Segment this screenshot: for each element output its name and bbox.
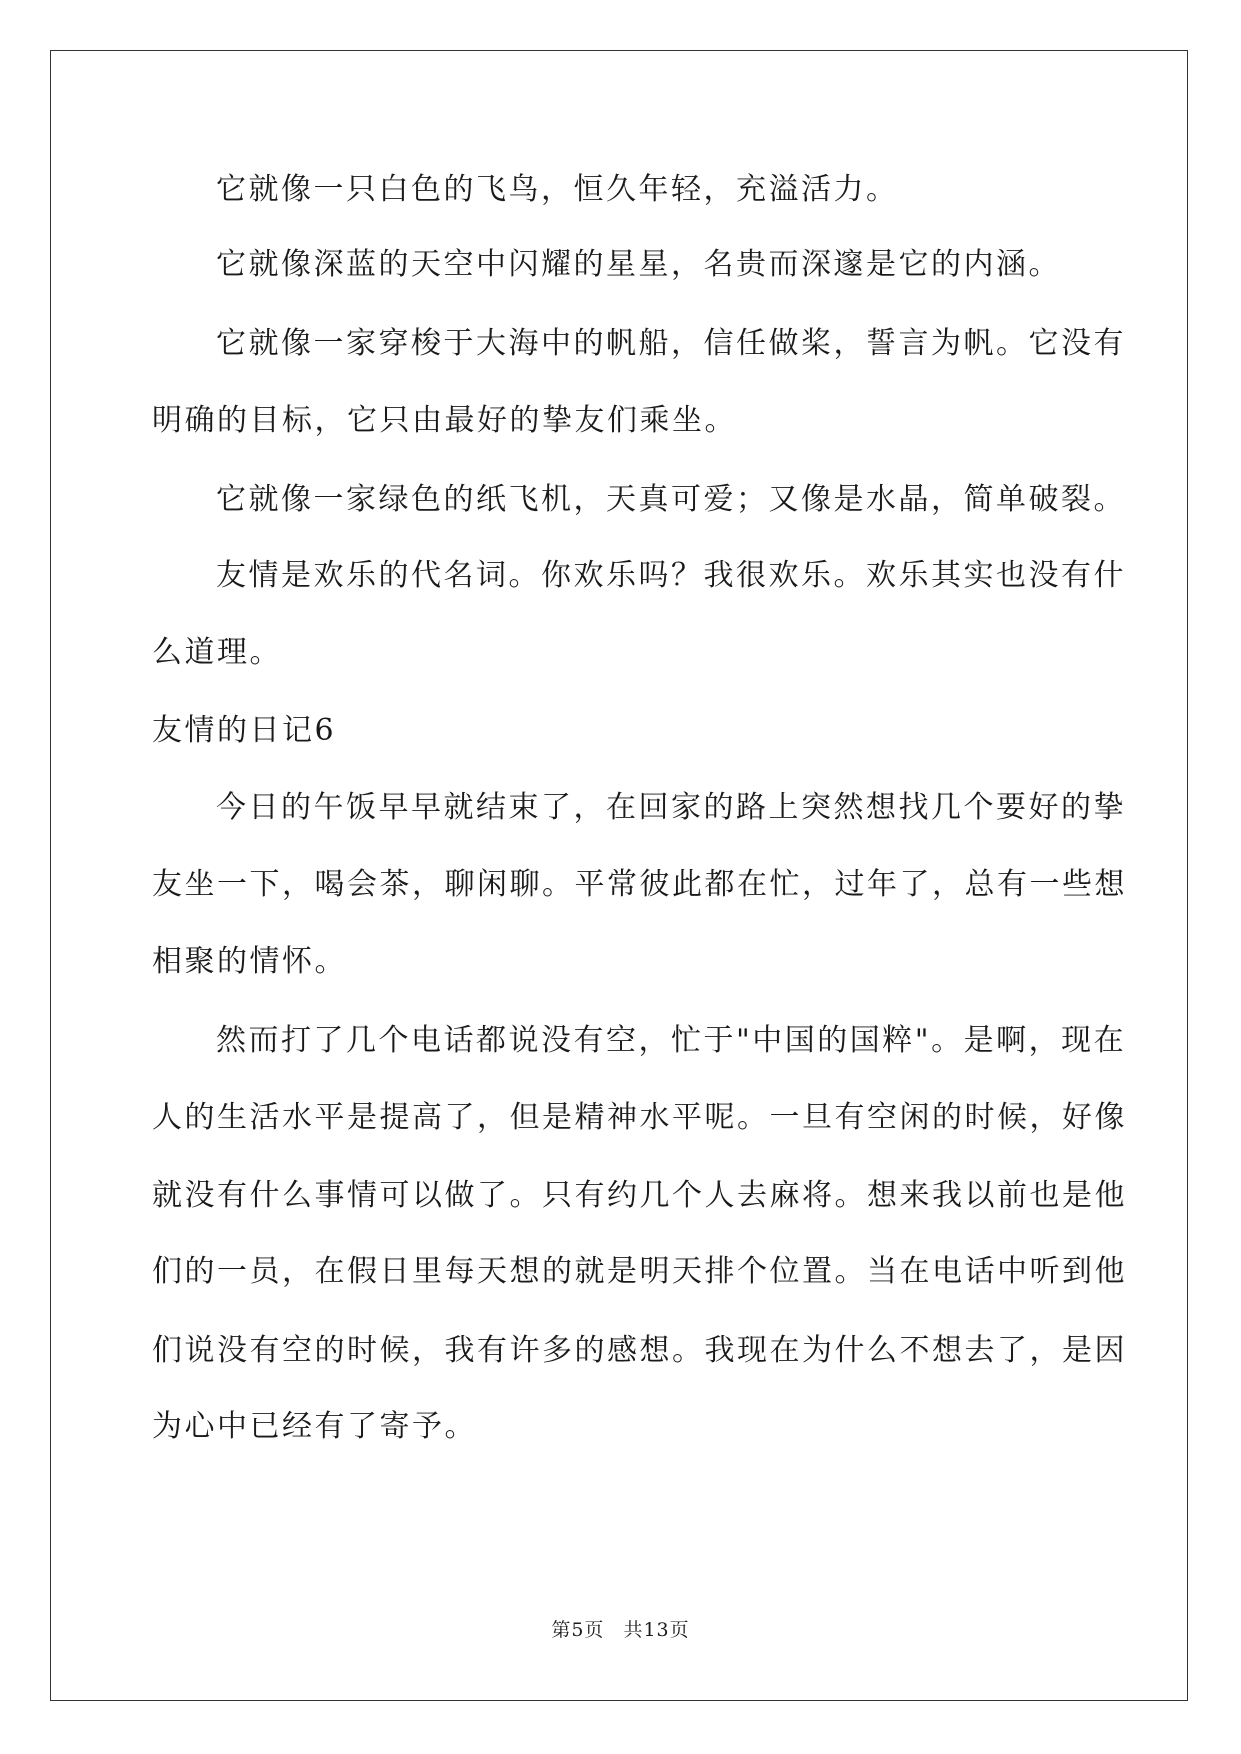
- paragraph-line: 它就像一家穿梭于大海中的帆船，信任做桨，誓言为帆。它没有: [216, 326, 1126, 361]
- paragraph-line: 它就像一家绿色的纸飞机，天真可爱；又像是水晶，简单破裂。: [216, 482, 1126, 517]
- paragraph-line: 明确的目标，它只由最好的挚友们乘坐。: [152, 403, 737, 438]
- paragraph-line: 为心中已经有了寄予。: [152, 1409, 477, 1444]
- paragraph-line: 人的生活水平是提高了，但是精神水平呢。一旦有空闲的时候，好像: [152, 1100, 1127, 1135]
- section-heading: 友情的日记6: [152, 713, 337, 748]
- paragraph-line: 们的一员，在假日里每天想的就是明天排个位置。当在电话中听到他: [152, 1254, 1127, 1289]
- paragraph-line: 么道理。: [152, 635, 282, 670]
- page-footer: [0, 1618, 1241, 1642]
- page-total: 共13页: [623, 1619, 690, 1641]
- paragraph-line: 相聚的情怀。: [152, 944, 347, 979]
- paragraph-line: 们说没有空的时候，我有许多的感想。我现在为什么不想去了，是因: [152, 1333, 1127, 1368]
- paragraph-line: 今日的午饭早早就结束了，在回家的路上突然想找几个要好的挚: [216, 790, 1126, 825]
- paragraph-line: 它就像深蓝的天空中闪耀的星星，名贵而深邃是它的内涵。: [216, 247, 1061, 282]
- paragraph-line: 友情是欢乐的代名词。你欢乐吗？我很欢乐。欢乐其实也没有什: [216, 558, 1126, 593]
- paragraph-line: 它就像一只白色的飞鸟，恒久年轻，充溢活力。: [216, 172, 899, 207]
- paragraph-line: 然而打了几个电话都说没有空，忙于"中国的国粹"。是啊，现在: [216, 1023, 1127, 1058]
- paragraph-line: 友坐一下，喝会茶，聊闲聊。平常彼此都在忙，过年了，总有一些想: [152, 867, 1127, 902]
- paragraph-line: 就没有什么事情可以做了。只有约几个人去麻将。想来我以前也是他: [152, 1178, 1127, 1213]
- page-number: 第5页: [551, 1619, 605, 1641]
